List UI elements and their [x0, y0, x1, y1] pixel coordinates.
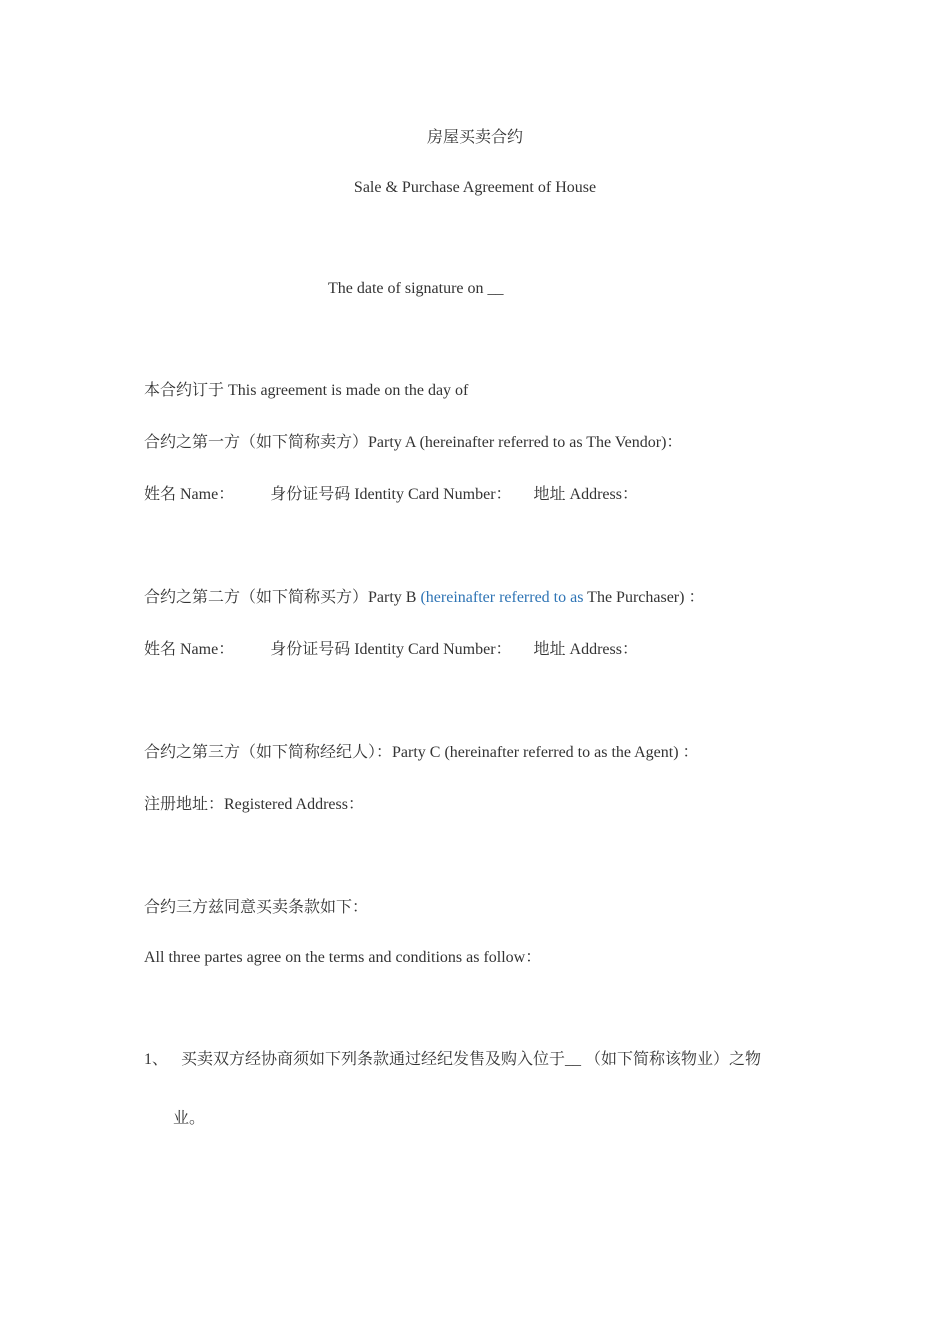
- party-a-id-label: 身份证号码 Identity Card Number：: [270, 486, 512, 503]
- party-b-suffix: The Purchaser) ：: [583, 589, 705, 606]
- party-b-heading: [144, 588, 704, 608]
- party-b-address-label: 地址 Address：: [533, 641, 638, 658]
- party-a-address-label: 地址 Address：: [533, 486, 638, 503]
- party-a-name-label: 姓名 Name：: [144, 486, 235, 503]
- party-a-fields: [144, 485, 638, 505]
- party-b-prefix: 合约之第二方（如下简称买方）Party B: [144, 589, 421, 606]
- party-b-fields: [144, 640, 638, 660]
- title-english: Sale & Purchase Agreement of House: [353, 179, 597, 196]
- party-b-link-text[interactable]: (hereinafter referred to as: [420, 589, 584, 606]
- agreement-made-on: 本合约订于 This agreement is made on the day of: [144, 382, 469, 399]
- clause-1: [144, 1050, 761, 1070]
- clause-1-continuation: 业。: [173, 1110, 206, 1127]
- clause-1-number: 1、: [144, 1051, 169, 1068]
- clause-1-text: 买卖双方经协商须如下列条款通过经纪发售及购入位于__ （如下简称该物业）之物: [181, 1051, 762, 1068]
- party-a-heading: 合约之第一方（如下简称卖方）Party A (hereinafter referred to as The Vendor)：: [144, 434, 683, 451]
- agreement-terms-english: All three partes agree on the terms and conditions as follow：: [144, 949, 542, 966]
- party-c-heading: 合约之第三方（如下简称经纪人）：Party C (hereinafter referred to as the Agent) ：: [144, 744, 699, 761]
- agreement-terms-chinese: 合约三方兹同意买卖条款如下：: [144, 899, 369, 916]
- title-chinese: 房屋买卖合约: [426, 129, 523, 146]
- signature-date-line: The date of signature on __: [328, 280, 504, 297]
- party-b-name-label: 姓名 Name：: [144, 641, 235, 658]
- registered-address-label: 注册地址：Registered Address：: [144, 796, 364, 813]
- party-b-id-label: 身份证号码 Identity Card Number：: [270, 641, 512, 658]
